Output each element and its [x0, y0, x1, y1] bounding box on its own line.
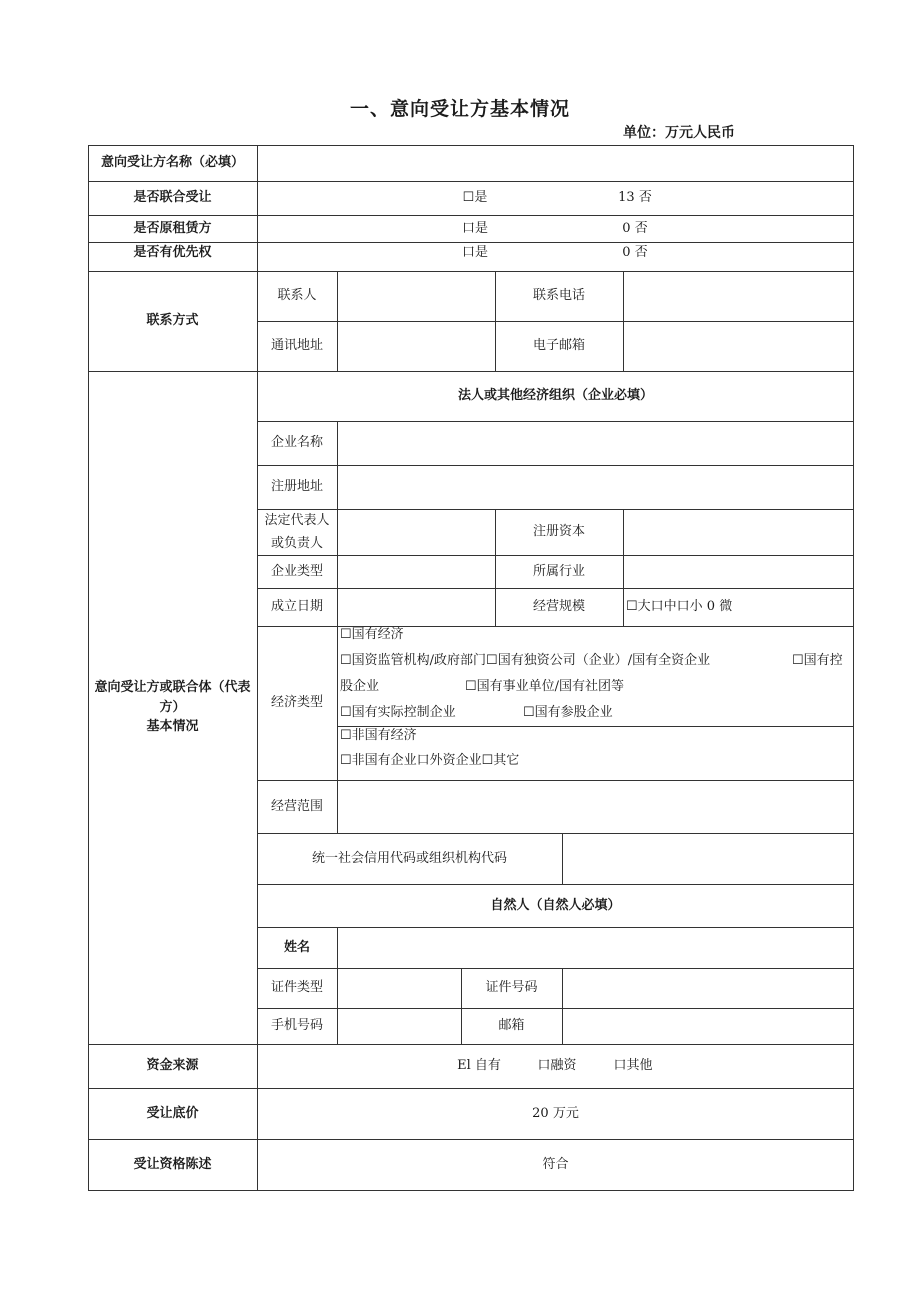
- basic-info-label-line1: 意向受让方或联合体（代表: [94, 680, 251, 696]
- company-type-field[interactable]: [338, 556, 495, 588]
- registered-address-field[interactable]: [338, 466, 853, 509]
- business-scope-label: 经营范围: [270, 798, 323, 814]
- mailing-address-label: 通讯地址: [270, 338, 323, 354]
- econ-state-line3b[interactable]: ☐国有事业单位/国有社团等: [465, 679, 625, 694]
- econ-state-line4b[interactable]: ☐国有参股企业: [523, 705, 613, 720]
- priority-yes-option[interactable]: 口是: [461, 245, 488, 261]
- credit-code-field[interactable]: [563, 834, 853, 884]
- transferee-name-field[interactable]: [258, 146, 853, 181]
- funds-other-option[interactable]: 口其他: [613, 1058, 653, 1074]
- business-scale-options[interactable]: ☐大口中口小 0 微: [626, 599, 733, 615]
- mobile-label: 手机号码: [270, 1018, 323, 1034]
- contact-section-label: 联系方式: [146, 313, 199, 329]
- legal-rep-line1: 法定代表人: [264, 513, 330, 528]
- email-label: 电子邮箱: [532, 338, 585, 354]
- funds-own-option[interactable]: El 自有: [457, 1058, 501, 1074]
- funds-source-label: 资金来源: [146, 1058, 199, 1074]
- business-scope-field[interactable]: [338, 781, 853, 833]
- econ-state-line3: [340, 674, 625, 700]
- id-type-label: 证件类型: [270, 980, 323, 996]
- reserve-price-value[interactable]: 20 万元: [532, 1105, 579, 1121]
- company-type-label: 企业类型: [270, 563, 323, 579]
- person-name-field[interactable]: [338, 928, 853, 968]
- reserve-price-label: 受让底价: [146, 1105, 199, 1121]
- econ-nonstate-line1[interactable]: ☐非国有经济: [340, 728, 417, 743]
- qualification-value[interactable]: 符合: [542, 1157, 569, 1173]
- business-scale-label: 经营规模: [532, 599, 585, 615]
- contact-phone-label: 联系电话: [532, 288, 585, 304]
- qualification-label: 受让资格陈述: [133, 1157, 212, 1173]
- company-name-label: 企业名称: [270, 435, 323, 451]
- credit-code-label: 统一社会信用代码或组织机构代码: [311, 850, 507, 866]
- id-number-field[interactable]: [563, 969, 853, 1008]
- basic-info-section-label: [88, 371, 257, 1044]
- id-type-field[interactable]: [338, 969, 461, 1008]
- mailbox-label: 邮箱: [498, 1018, 525, 1034]
- priority-right-label: 是否有优先权: [133, 245, 212, 261]
- page-title: 一、意向受让方基本情况: [349, 98, 570, 120]
- mailbox-field[interactable]: [563, 1009, 853, 1044]
- econ-state-line2: [340, 648, 848, 674]
- econ-state-line4a[interactable]: ☐国有实际控制企业: [340, 705, 456, 720]
- original-lessee-label: 是否原租赁方: [133, 220, 212, 236]
- econ-state-line3a: 股企业: [340, 679, 380, 694]
- lessee-no-option[interactable]: 0 否: [622, 220, 648, 236]
- registered-address-label: 注册地址: [270, 479, 323, 495]
- contact-phone-field[interactable]: [624, 272, 853, 321]
- econ-state-line1[interactable]: ☐国有经济: [340, 627, 404, 642]
- basic-info-label-line2: 方）: [159, 699, 186, 715]
- legal-representative-field[interactable]: [338, 510, 495, 555]
- econ-state-line2b[interactable]: ☐国有控: [792, 653, 843, 668]
- registered-capital-field[interactable]: [624, 510, 853, 555]
- contact-person-label: 联系人: [277, 288, 317, 304]
- economic-type-label: 经济类型: [270, 695, 323, 711]
- email-field[interactable]: [624, 322, 853, 371]
- mobile-field[interactable]: [338, 1009, 461, 1044]
- natural-person-header: 自然人（自然人必填）: [490, 897, 621, 913]
- industry-field[interactable]: [624, 556, 853, 588]
- lessee-yes-option[interactable]: 口是: [461, 220, 488, 236]
- registered-capital-label: 注册资本: [532, 524, 585, 540]
- priority-no-option[interactable]: 0 否: [622, 245, 648, 261]
- contact-person-field[interactable]: [338, 272, 495, 321]
- industry-label: 所属行业: [532, 563, 585, 579]
- joint-no-option[interactable]: 13 否: [618, 190, 652, 206]
- funds-finance-option[interactable]: 口融资: [537, 1058, 577, 1074]
- legal-entity-header: 法人或其他经济组织（企业必填）: [457, 388, 653, 404]
- joint-yes-option[interactable]: ☐是: [462, 190, 488, 206]
- transferee-name-label: 意向受让方名称（必填）: [100, 155, 244, 171]
- econ-state-line4: [340, 700, 613, 726]
- econ-nonstate-line2[interactable]: ☐非国有企业口外资企业☐其它: [340, 753, 520, 768]
- econ-state-line2a[interactable]: ☐国资监管机构/政府部门☐国有独资公司（企业）/国有全资企业: [340, 653, 711, 668]
- joint-transfer-label: 是否联合受让: [133, 190, 212, 206]
- legal-representative-label: [257, 509, 337, 555]
- unit-label: 单位：万元人民币: [623, 125, 735, 141]
- founded-date-field[interactable]: [338, 589, 495, 626]
- mailing-address-field[interactable]: [338, 322, 495, 371]
- founded-date-label: 成立日期: [270, 599, 323, 615]
- company-name-field[interactable]: [338, 422, 853, 465]
- id-number-label: 证件号码: [485, 980, 538, 996]
- legal-rep-line2: 或负责人: [270, 536, 323, 551]
- person-name-label: 姓名: [283, 939, 310, 955]
- basic-info-label-line3: 基本情况: [146, 719, 199, 735]
